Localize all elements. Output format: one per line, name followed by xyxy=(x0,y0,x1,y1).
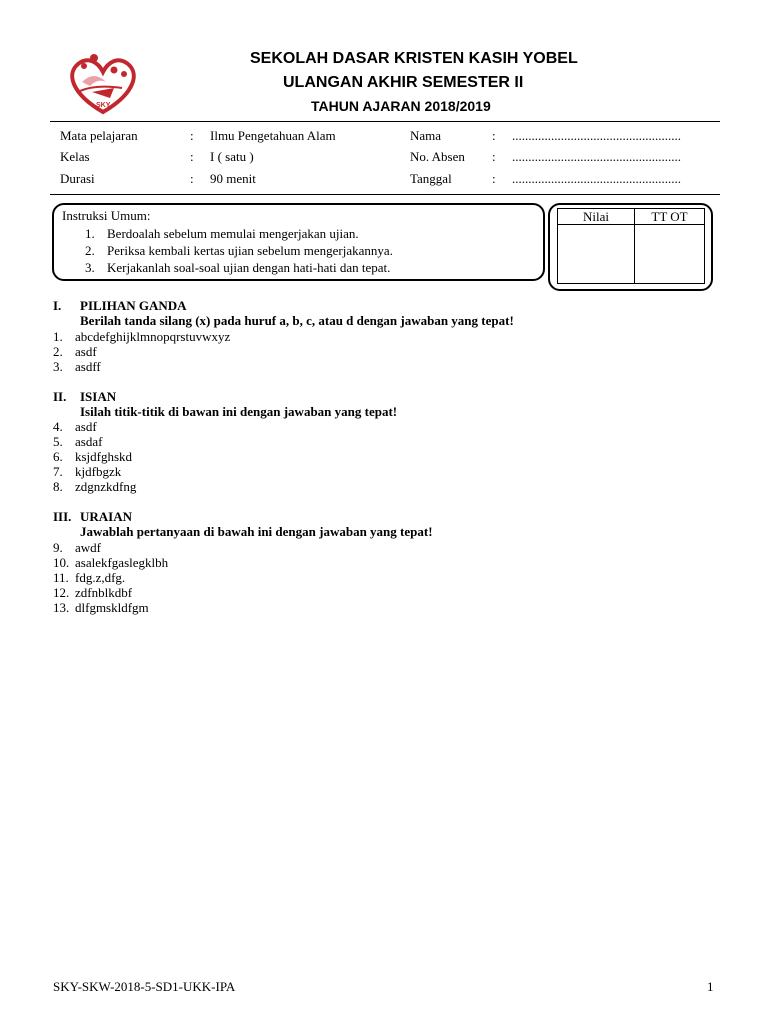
instruction-item: Berdoalah sebelum memulai mengerjakan ujian. xyxy=(107,226,359,241)
question-number: 5. xyxy=(53,434,63,449)
tt-ot-header: TT OT xyxy=(635,209,705,225)
question-text: asalekfgaslegklbh xyxy=(75,555,169,570)
question-text: asdaf xyxy=(75,434,103,449)
header-bottom-rule xyxy=(50,194,720,195)
section-numeral: I. xyxy=(53,298,62,313)
question-text: zdgnzkdfng xyxy=(75,479,137,494)
question-text: awdf xyxy=(75,540,101,555)
instruction-num-1: 1. xyxy=(85,226,95,241)
question-number: 11. xyxy=(53,570,69,585)
question-number: 3. xyxy=(53,359,63,374)
question-number: 4. xyxy=(53,419,63,434)
duration-value: 90 menit xyxy=(210,171,256,186)
question-text: dlfgmskldfgm xyxy=(75,600,149,615)
question-text: kjdfbgzk xyxy=(75,464,122,479)
subject-colon: : xyxy=(190,128,194,143)
question-number: 13. xyxy=(53,600,70,615)
question-text: abcdefghijklmnopqrstuvwxyz xyxy=(75,329,231,344)
class-label: Kelas xyxy=(60,149,90,164)
duration-colon: : xyxy=(190,171,194,186)
question-number: 6. xyxy=(53,449,63,464)
nilai-header: Nilai xyxy=(558,209,635,225)
exam-title: ULANGAN AKHIR SEMESTER II xyxy=(283,74,524,91)
school-logo xyxy=(64,52,142,116)
header-top-rule xyxy=(50,121,720,122)
section-instruction: Isilah titik-titik di bawan ini dengan jawaban yang tepat! xyxy=(80,404,398,419)
instruction-num-2: 2. xyxy=(85,243,95,258)
name-colon: : xyxy=(492,128,496,143)
section-instruction: Berilah tanda silang (x) pada huruf a, b, c, atau d dengan jawaban yang tepat! xyxy=(80,313,514,328)
score-table xyxy=(557,208,705,284)
question-text: fdg.z,dfg. xyxy=(75,570,126,585)
question-text: asdf xyxy=(75,419,97,434)
date-label: Tanggal xyxy=(410,171,452,186)
instructions-title: Instruksi Umum: xyxy=(62,208,151,223)
question-number: 9. xyxy=(53,540,63,555)
section-title: PILIHAN GANDA xyxy=(80,298,187,313)
nilai-cell[interactable] xyxy=(558,225,635,284)
section-title: ISIAN xyxy=(80,389,117,404)
school-name: SEKOLAH DASAR KRISTEN KASIH YOBEL xyxy=(250,50,578,67)
footer-code: SKY-SKW-2018-5-SD1-UKK-IPA xyxy=(53,979,236,994)
name-label: Nama xyxy=(410,128,442,143)
question-number: 10. xyxy=(53,555,70,570)
question-number: 8. xyxy=(53,479,63,494)
question-number: 2. xyxy=(53,344,63,359)
duration-label: Durasi xyxy=(60,171,95,186)
instruction-item: Kerjakanlah soal-soal ujian dengan hati-hati dan tepat. xyxy=(107,260,391,275)
name-blank[interactable]: .................................................... xyxy=(512,128,681,143)
question-number: 12. xyxy=(53,585,70,600)
question-number: 1. xyxy=(53,329,63,344)
section-numeral: III. xyxy=(53,509,72,524)
instruction-item: Periksa kembali kertas ujian sebelum mengerjakannya. xyxy=(107,243,393,258)
class-colon: : xyxy=(190,149,194,164)
question-text: zdfnblkdbf xyxy=(75,585,133,600)
academic-year: TAHUN AJARAN 2018/2019 xyxy=(311,98,491,114)
page-number: 1 xyxy=(707,979,714,994)
question-text: ksjdfghskd xyxy=(75,449,133,464)
date-blank[interactable]: .................................................... xyxy=(512,171,681,186)
logo-text: SKY xyxy=(96,102,111,109)
subject-label: Mata pelajaran xyxy=(60,128,138,143)
subject-value: Ilmu Pengetahuan Alam xyxy=(210,128,336,143)
section-title: URAIAN xyxy=(80,509,132,524)
tt-ot-cell[interactable] xyxy=(635,225,705,284)
date-colon: : xyxy=(492,171,496,186)
section-instruction: Jawablah pertanyaan di bawah ini dengan jawaban yang tepat! xyxy=(80,524,433,539)
question-text: asdf xyxy=(75,344,97,359)
absen-label: No. Absen xyxy=(410,149,465,164)
question-number: 7. xyxy=(53,464,63,479)
section-numeral: II. xyxy=(53,389,67,404)
absen-blank[interactable]: .................................................... xyxy=(512,149,681,164)
class-value: I ( satu ) xyxy=(210,149,254,164)
instruction-num-3: 3. xyxy=(85,260,95,275)
absen-colon: : xyxy=(492,149,496,164)
question-text: asdff xyxy=(75,359,101,374)
